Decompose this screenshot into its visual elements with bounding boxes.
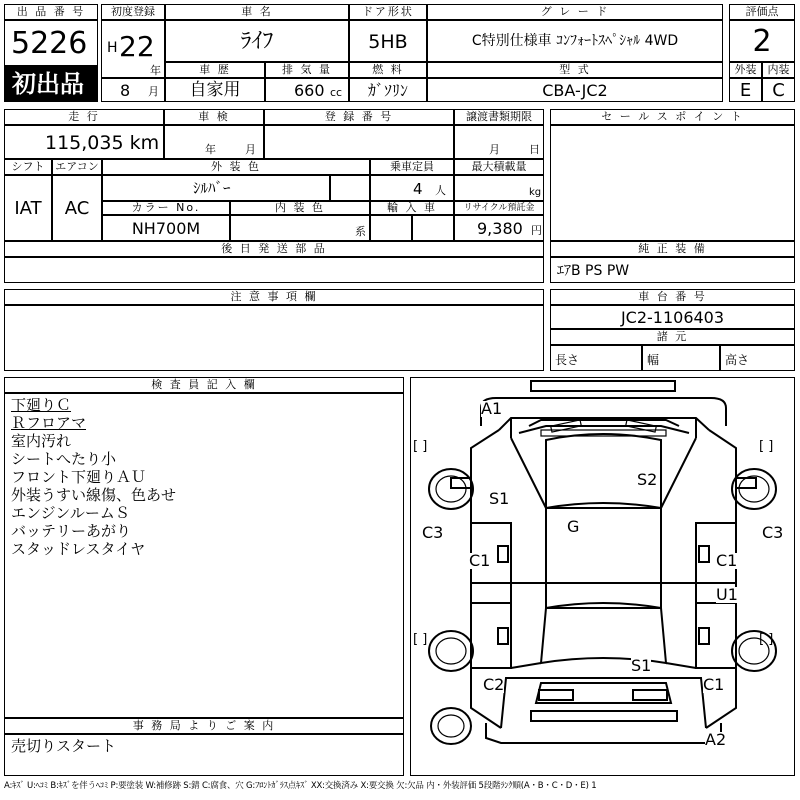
inspector-note: 室内汚れ: [11, 432, 72, 450]
inspector-note: シートへたり小: [11, 450, 117, 468]
exterior-score: E: [739, 80, 752, 101]
exterior-label: 外装: [729, 62, 762, 78]
inspector-note: フロント下廻りＡＵ: [11, 468, 147, 486]
mileage: 115,035 km: [45, 132, 160, 154]
int-color-unit: 系: [355, 225, 366, 238]
first-reg-year-box: [101, 20, 165, 78]
damage-mark-c1-left: C1: [469, 551, 491, 570]
exterior-box: [729, 78, 762, 102]
score: 2: [752, 24, 772, 59]
lot-number: 5226: [11, 26, 88, 61]
damage-mark-a2: A2: [705, 730, 727, 749]
inspector-label: 検 査 員 記 入 欄: [4, 377, 404, 393]
first-reg-label: 初度登録: [101, 4, 165, 20]
grade: C特別仕様車 ｺﾝﾌｫｰﾄｽﾍﾟｼｬﾙ 4WD: [471, 33, 679, 49]
shift-label: シフト: [4, 159, 52, 175]
inspection-month-unit: 月: [245, 143, 256, 156]
color-no-label: カラー No.: [102, 201, 230, 215]
diagram-bracket: [ ]: [759, 439, 774, 454]
transfer-day-unit: 日: [529, 143, 540, 156]
chassis-label: 車 台 番 号: [550, 289, 795, 305]
model-label: 型 式: [427, 62, 723, 78]
mileage-label: 走 行: [4, 109, 164, 125]
diagram-bracket: [ ]: [413, 632, 428, 647]
inspector-note: エンジンルームＳ: [11, 504, 130, 522]
fuel: ｶﾞｿﾘﾝ: [367, 81, 408, 100]
recycle: 9,380: [477, 219, 523, 238]
ac-label: エアコン: [52, 159, 102, 175]
import-box-b: [412, 215, 454, 241]
transfer-box: [454, 125, 544, 159]
door-box: [349, 20, 427, 62]
load-box: [454, 175, 544, 201]
damage-mark-c3-left: C3: [422, 523, 444, 542]
width-box: [642, 345, 720, 371]
reg-no-box: [264, 125, 454, 159]
inspection-box: [164, 125, 264, 159]
history-label: 車 歴: [165, 62, 265, 78]
car-name: ﾗｲﾌ: [240, 29, 274, 54]
height-label: 高さ: [725, 353, 750, 367]
diagram-bracket: [ ]: [413, 439, 428, 454]
later-parts-label: 後 日 発 送 部 品: [4, 241, 544, 257]
transfer-label: 譲渡書類期限: [454, 109, 544, 125]
displacement-label: 排 気 量: [265, 62, 349, 78]
first-reg-month: 8: [120, 81, 131, 100]
legend-text: A:ｷｽﾞ U:ﾍｺﾐ B:ｷｽﾞを伴うﾍｺﾐ P:要塗装 W:補修跡 S:錆 C:腐食、穴 G:ﾌﾛﾝﾄｶﾞﾗｽ点ｷｽﾞ XX:交換済み X:要交換 欠:欠品 内・外装評価 5段階ﾗﾝｸ順(A・B・C・D・E) 1: [4, 781, 597, 791]
lot-number-box: [4, 20, 98, 66]
inspector-note: バッテリーあがり: [11, 522, 132, 540]
reg-no-label: 登 録 番 号: [264, 109, 454, 125]
ext-color-box: [102, 175, 330, 201]
month-unit: 月: [148, 85, 159, 98]
color-no-box: [102, 215, 230, 241]
ext-color-label: 外 装 色: [102, 159, 370, 175]
first-listing-badge: [4, 66, 98, 102]
ext-color: ｼﾙﾊﾞｰ: [193, 179, 231, 197]
score-box: [729, 20, 795, 62]
ac-box: [52, 175, 102, 241]
first-listing-text: 初出品: [12, 70, 84, 98]
load-unit: kg: [529, 187, 542, 198]
chassis-no: JC2-1106403: [620, 308, 725, 327]
color-no: NH700M: [131, 219, 201, 238]
recycle-box: [454, 215, 544, 241]
door: 5HB: [368, 31, 408, 53]
damage-mark-s1-left: S1: [489, 489, 510, 508]
displacement: 660: [294, 81, 325, 100]
year-unit: 年: [150, 64, 161, 77]
history-box: [165, 78, 265, 102]
ac: AC: [64, 198, 90, 219]
fuel-box: [349, 78, 427, 102]
interior-label: 内装: [762, 62, 795, 78]
sales-points-label: セ ー ル ス ポ イ ン ト: [550, 109, 795, 125]
first-reg-year: 22: [119, 30, 155, 63]
notes-label: 注 意 事 項 欄: [4, 289, 544, 305]
length-box: [550, 345, 642, 371]
displacement-box: [265, 78, 349, 102]
lot-number-label: 出 品 番 号: [4, 4, 98, 20]
width-label: 幅: [647, 353, 660, 367]
capacity-unit: 人: [435, 184, 446, 197]
inspection-label: 車 検: [164, 109, 264, 125]
inspector-notes: [11, 396, 399, 716]
height-box: [720, 345, 795, 371]
fuel-label: 燃 料: [349, 62, 427, 78]
inspector-note: 下廻りＣ: [11, 396, 72, 414]
displacement-unit: cc: [330, 86, 343, 99]
inspector-note: 外装うすい線傷、色あせ: [11, 486, 177, 504]
equipment-box: [550, 257, 795, 283]
length-label: 長さ: [555, 353, 580, 367]
notes-box: [4, 305, 544, 371]
capacity-box: [370, 175, 454, 201]
capacity-label: 乗車定員: [370, 159, 454, 175]
damage-mark-c3-right: C3: [762, 523, 784, 542]
int-color-label: 内 装 色: [230, 201, 370, 215]
score-label: 評価点: [729, 4, 795, 20]
car-outline-diagram: [411, 378, 794, 775]
grade-label: グ レ ー ド: [427, 4, 723, 20]
inspector-box: [4, 393, 404, 718]
diagram-bracket: [ ]: [759, 632, 774, 647]
ext-color-extra-box: [330, 175, 370, 201]
equipment: ｴｱB PS PW: [557, 263, 630, 279]
car-name-box: [165, 20, 349, 62]
office-box: [4, 734, 404, 776]
model: CBA-JC2: [542, 81, 608, 100]
inspector-note: スタッドレスタイヤ: [11, 540, 146, 558]
door-label: ドア形状: [349, 4, 427, 20]
model-box: [427, 78, 723, 102]
car-name-label: 車 名: [165, 4, 349, 20]
damage-mark-g: G: [567, 517, 580, 536]
first-reg-month-box: [101, 78, 165, 102]
transfer-month-unit: 月: [489, 143, 500, 156]
load-label: 最大積載量: [454, 159, 544, 175]
interior-score: C: [772, 80, 785, 101]
interior-box: [762, 78, 795, 102]
recycle-unit: 円: [531, 224, 542, 237]
later-parts-box: [4, 257, 544, 283]
damage-mark-c1-right: C1: [716, 551, 738, 570]
dimensions-label: 諸 元: [550, 329, 795, 345]
damage-mark-a1: A1: [481, 399, 503, 418]
damage-mark-s2: S2: [637, 470, 658, 489]
import-label: 輸 入 車: [370, 201, 454, 215]
damage-diagram: [410, 377, 795, 776]
office-message: 売切りスタート: [11, 737, 117, 755]
era: H: [107, 40, 118, 56]
damage-mark-s1-rear: S1: [631, 656, 652, 675]
chassis-box: [550, 305, 795, 329]
mileage-box: [4, 125, 164, 159]
damage-mark-c2: C2: [483, 675, 505, 694]
history: 自家用: [189, 80, 241, 100]
shift: IAT: [14, 198, 42, 219]
recycle-label: リサイクル預託金: [454, 201, 544, 215]
int-color-box: [230, 215, 370, 241]
damage-mark-c1-rear: C1: [703, 675, 725, 694]
inspection-year-unit: 年: [205, 143, 216, 156]
damage-mark-u1: U1: [716, 585, 738, 604]
equipment-label: 純 正 装 備: [550, 241, 795, 257]
capacity: 4: [413, 180, 423, 198]
shift-box: [4, 175, 52, 241]
import-box-a: [370, 215, 412, 241]
sales-points-box: [550, 125, 795, 241]
grade-box: [427, 20, 723, 62]
inspector-note: Ｒフロアマ: [11, 414, 87, 432]
office-label: 事 務 局 よ り ご 案 内: [4, 718, 404, 734]
